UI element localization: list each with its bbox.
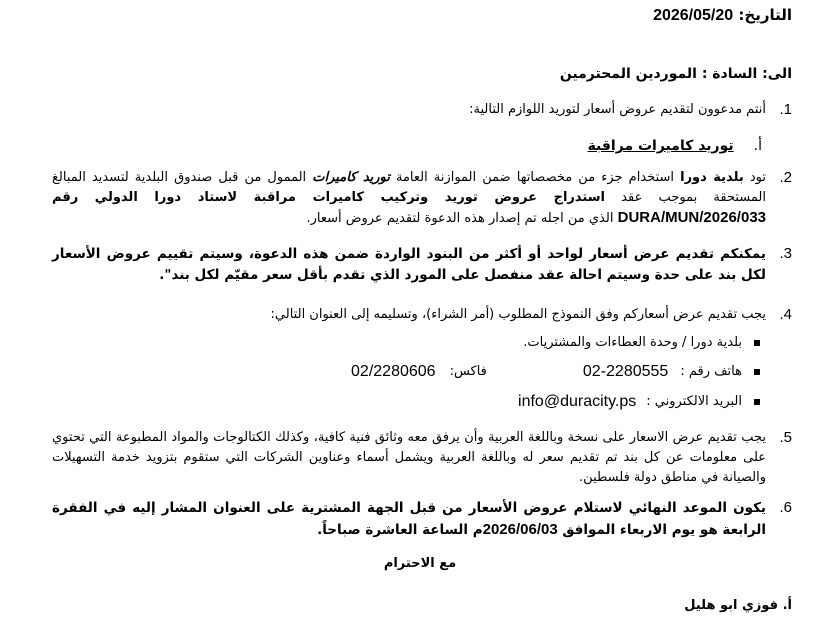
bullet-icon [754,399,760,405]
item2-text-g: الذي من اجله تم إصدار هذه الدعوة لتقديم عروض أسعار. [306,211,614,226]
item-text [52,168,766,229]
item-number: 5. [779,429,792,446]
item-number: 6. [779,499,792,516]
bullet-icon [754,340,760,346]
fax-label: فاكس: [449,364,487,379]
item-text: يجب تقديم عرض الاسعار على نسخة وباللغة العربية وأن يرفق معه وثائق فنية كافية، وكذلك الكتالوجات والمواد المطبوعة التي تحتوي على معلومات عن كل بند تم تقديم سعر له وباللغة العربية ويشمل أسماء وعناوين الشركات التي ستقوم بتزويد خدمة التسهيلات والصيانة في مناطق دولة فلسطين. [52,430,766,485]
address-phone-line [60,362,760,382]
item-number: 1. [779,101,792,118]
item-text: أنتم مدعوون لتقديم عروض أسعار لتوريد اللوازم التالية: [469,102,766,117]
item6-text-a: يكون الموعد النهائي لاستلام عروض الأسعار من قبل الجهة المشترية على العنوان المشار إليه في الفقرة الرابعة هو يوم الاربعاء الموافق [52,500,766,538]
subitem-cameras [588,138,762,154]
subitem-letter: أ. [753,138,762,154]
item-text [52,498,766,541]
phone-number: 02-2280555 [582,363,669,380]
item-4 [52,305,792,325]
item-6 [52,498,792,541]
item-3 [52,244,792,286]
item6-text-b: م الساعة العاشرة صباحاً. [317,522,483,538]
item-5 [52,428,792,488]
email-label: البريد الالكتروني : [646,394,742,409]
fax-number: 02/2280606 [351,363,436,380]
item2-text-e: الممول من قبل صندوق البلدية لتسديد المبالغ المستحقة بموجب عقد [52,170,766,205]
date-line [653,6,792,25]
item-number: 2. [779,169,792,186]
item2-contract-title: استدراج عروض توريد وتركيب كاميرات مراقبة لاستاد دورا الدولي رقم [52,190,605,205]
item-2 [52,168,792,229]
item-text: يجب تقديم عرض أسعاركم وفق النموذج المطلوب (أمر الشراء)، وتسليمه إلى العنوان التالي: [270,307,766,322]
item-number: 3. [779,245,792,262]
date-label: التاريخ: [738,6,792,24]
item-number: 4. [779,306,792,323]
item-text: يمكنكم تقديم عرض أسعار لواحد أو أكثر من البنود الواردة ضمن هذه الدعوة، وسيتم تقييم عروض الأسعار لكل بند على حدة وسيتم احالة عقد منفصل على المورد الذي تقدم بأقل سعر مقيّم لكل بند". [52,246,766,283]
email-address[interactable]: info@duracity.ps [518,393,637,410]
closing-greeting: مع الاحترام [383,556,457,571]
bullet-icon [754,369,760,375]
phone-label: هاتف رقم : [680,364,742,379]
item2-reference-number: DURA/MUN/2026/033 [617,209,766,226]
item2-budget-item: توريد كاميرات [312,170,390,185]
date-value: 2026/05/20 [653,7,734,24]
signature-name: أ. فوزي ابو هليل [684,598,792,613]
item2-text-c: استخدام جزء من مخصصاتها ضمن الموازنة العامة [396,170,674,185]
item2-municipality: بلدية دورا [680,170,744,185]
addressee: الى: السادة : الموردين المحترمين [559,66,792,82]
subitem-text: توريد كاميرات مراقبة [587,138,734,154]
address-email-line [60,392,760,412]
address-line-1 [60,333,760,353]
item2-text-a: تود [749,170,766,185]
address-office: بلدية دورا / وحدة العطاءات والمشتريات. [523,335,742,350]
item6-deadline-date: 2026/06/03 [482,521,558,538]
item-1 [52,100,792,120]
